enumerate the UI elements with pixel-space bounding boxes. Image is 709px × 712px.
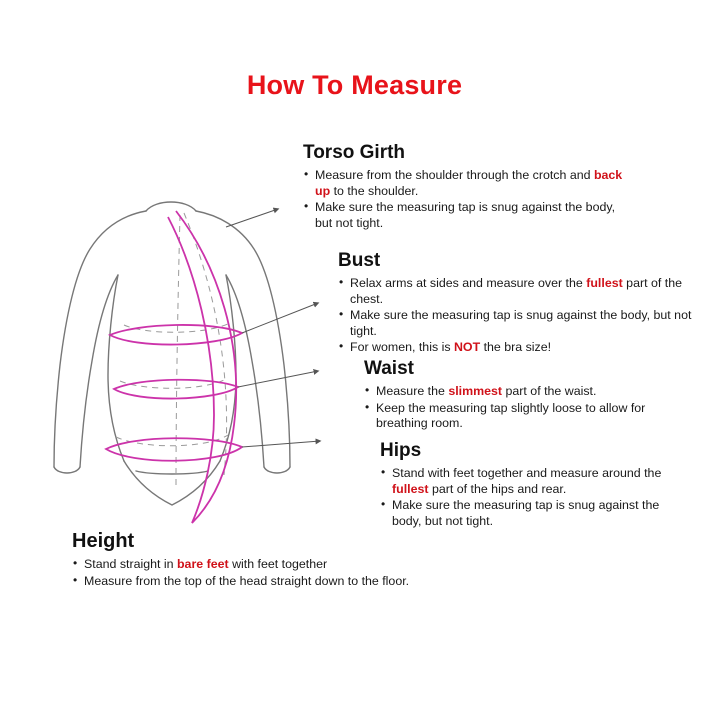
measurement-loops xyxy=(106,211,242,523)
bullet-text: Measure from the shoulder through the crotch and xyxy=(315,168,594,182)
bullet-item xyxy=(338,340,700,356)
bullet-text: Make sure the measuring tap is snug against the body, but not tight. xyxy=(315,200,616,230)
left-cuff xyxy=(54,467,80,473)
right-cuff xyxy=(264,467,290,473)
highlighted-text: back up xyxy=(315,168,623,198)
bullet-text: with feet together xyxy=(228,557,328,571)
leader-lines xyxy=(226,209,320,447)
bullet-text: the bra size! xyxy=(480,340,552,354)
section-torso-girth xyxy=(303,142,633,232)
section-bullets-hips xyxy=(380,466,680,529)
bullet-item xyxy=(380,466,680,497)
section-bullets-height xyxy=(72,557,472,589)
section-bullets-waist xyxy=(364,384,664,432)
highlighted-text: fullest xyxy=(586,276,623,290)
bullet-item xyxy=(364,384,664,400)
highlighted-text: NOT xyxy=(453,340,481,354)
section-heading-hips: Hips xyxy=(380,440,422,461)
section-heading-waist: Waist xyxy=(364,358,414,379)
section-heading-height: Height xyxy=(72,530,135,552)
bullet-item xyxy=(72,557,472,573)
bullet-text: to the shoulder. xyxy=(330,183,419,198)
section-bust xyxy=(338,250,700,357)
bullet-text: Relax arms at sides and measure over the xyxy=(350,276,587,290)
section-heading-bust: Bust xyxy=(338,250,381,271)
section-bullets-bust xyxy=(338,276,700,356)
bullet-item xyxy=(338,276,700,307)
page-title: How To Measure xyxy=(246,70,463,100)
bullet-item xyxy=(380,498,680,529)
bust-loop xyxy=(110,325,242,345)
bullet-text: Make sure the measuring tap is snug against the body, but not tight. xyxy=(392,498,660,528)
bullet-text: Measure from the top of the head straight down to the floor. xyxy=(84,573,410,588)
leotard-body-diagram xyxy=(28,175,348,565)
bullet-item xyxy=(303,168,633,199)
bullet-text: Keep the measuring tap slightly loose to allow for breathing room. xyxy=(376,400,646,430)
bullet-text: Stand with feet together and measure around the xyxy=(392,466,662,480)
torso-girth-loop xyxy=(168,211,236,523)
bullet-item xyxy=(303,200,633,231)
highlighted-text: fullest xyxy=(392,481,429,496)
waist-loop xyxy=(114,380,238,399)
bullet-item xyxy=(338,308,700,339)
bullet-text: part of the waist. xyxy=(502,384,597,398)
section-waist xyxy=(364,358,664,433)
highlighted-text: bare feet xyxy=(176,557,229,571)
bullet-text: Stand straight in xyxy=(84,557,177,571)
bullet-text: part of the chest. xyxy=(350,276,682,306)
section-heading-torso-girth: Torso Girth xyxy=(303,142,406,163)
neckline-outline xyxy=(146,202,196,211)
bullet-text: For women, this is xyxy=(350,340,454,354)
bullet-item xyxy=(72,574,472,590)
bullet-text: Make sure the measuring tap is snug against the body, but not tight. xyxy=(350,308,692,338)
bullet-text: Measure the xyxy=(376,384,449,398)
section-bullets-torso-girth xyxy=(303,168,633,231)
bullet-text: part of the hips and rear. xyxy=(428,481,567,496)
highlighted-text: slimmest xyxy=(448,384,503,398)
bullet-item xyxy=(364,401,664,432)
section-height xyxy=(72,530,472,590)
section-hips xyxy=(380,440,680,530)
